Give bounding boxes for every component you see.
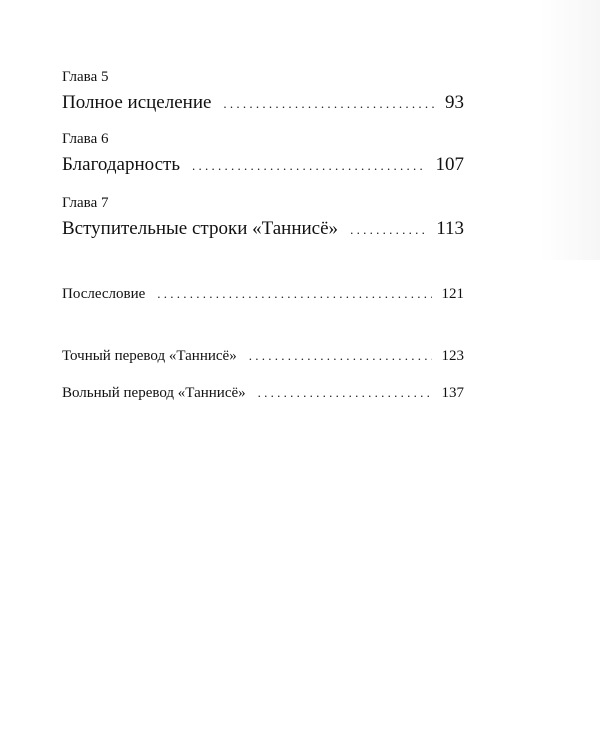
page-number: 113 [436,218,464,239]
page-edge-shadow [540,0,600,260]
chapter-label: Глава 7 [62,195,109,211]
entry-title: Полное исцеление [62,92,212,113]
toc-entry[interactable] [62,90,464,117]
dot-leader [350,217,426,243]
toc-entry[interactable] [62,216,464,243]
chapter-label: Глава 6 [62,131,109,147]
dot-leader [192,153,426,179]
entry-title: Вольный перевод «Таннисё» [62,385,246,401]
dot-leader [223,91,435,117]
page-number: 123 [441,348,464,364]
dot-leader [258,383,432,403]
page-number: 137 [441,385,464,401]
dot-leader [157,284,431,304]
toc-entry-exact-translation[interactable] [62,346,464,366]
entry-title: Точный перевод «Таннисё» [62,348,237,364]
toc-entry-free-translation[interactable] [62,383,464,403]
entry-title: Послесловие [62,286,146,302]
toc-entry-afterword[interactable] [62,284,464,304]
toc-chapter-5 [62,68,464,117]
toc-chapter-7 [62,194,464,243]
page-number: 107 [435,154,464,175]
toc-chapter-6 [62,130,464,179]
page-number: 93 [445,92,464,113]
entry-title: Вступительные строки «Таннисё» [62,218,339,239]
toc-entry[interactable] [62,152,464,179]
entry-title: Благодарность [62,154,180,175]
dot-leader [249,346,432,366]
page-number: 121 [441,286,464,302]
chapter-label: Глава 5 [62,69,109,85]
